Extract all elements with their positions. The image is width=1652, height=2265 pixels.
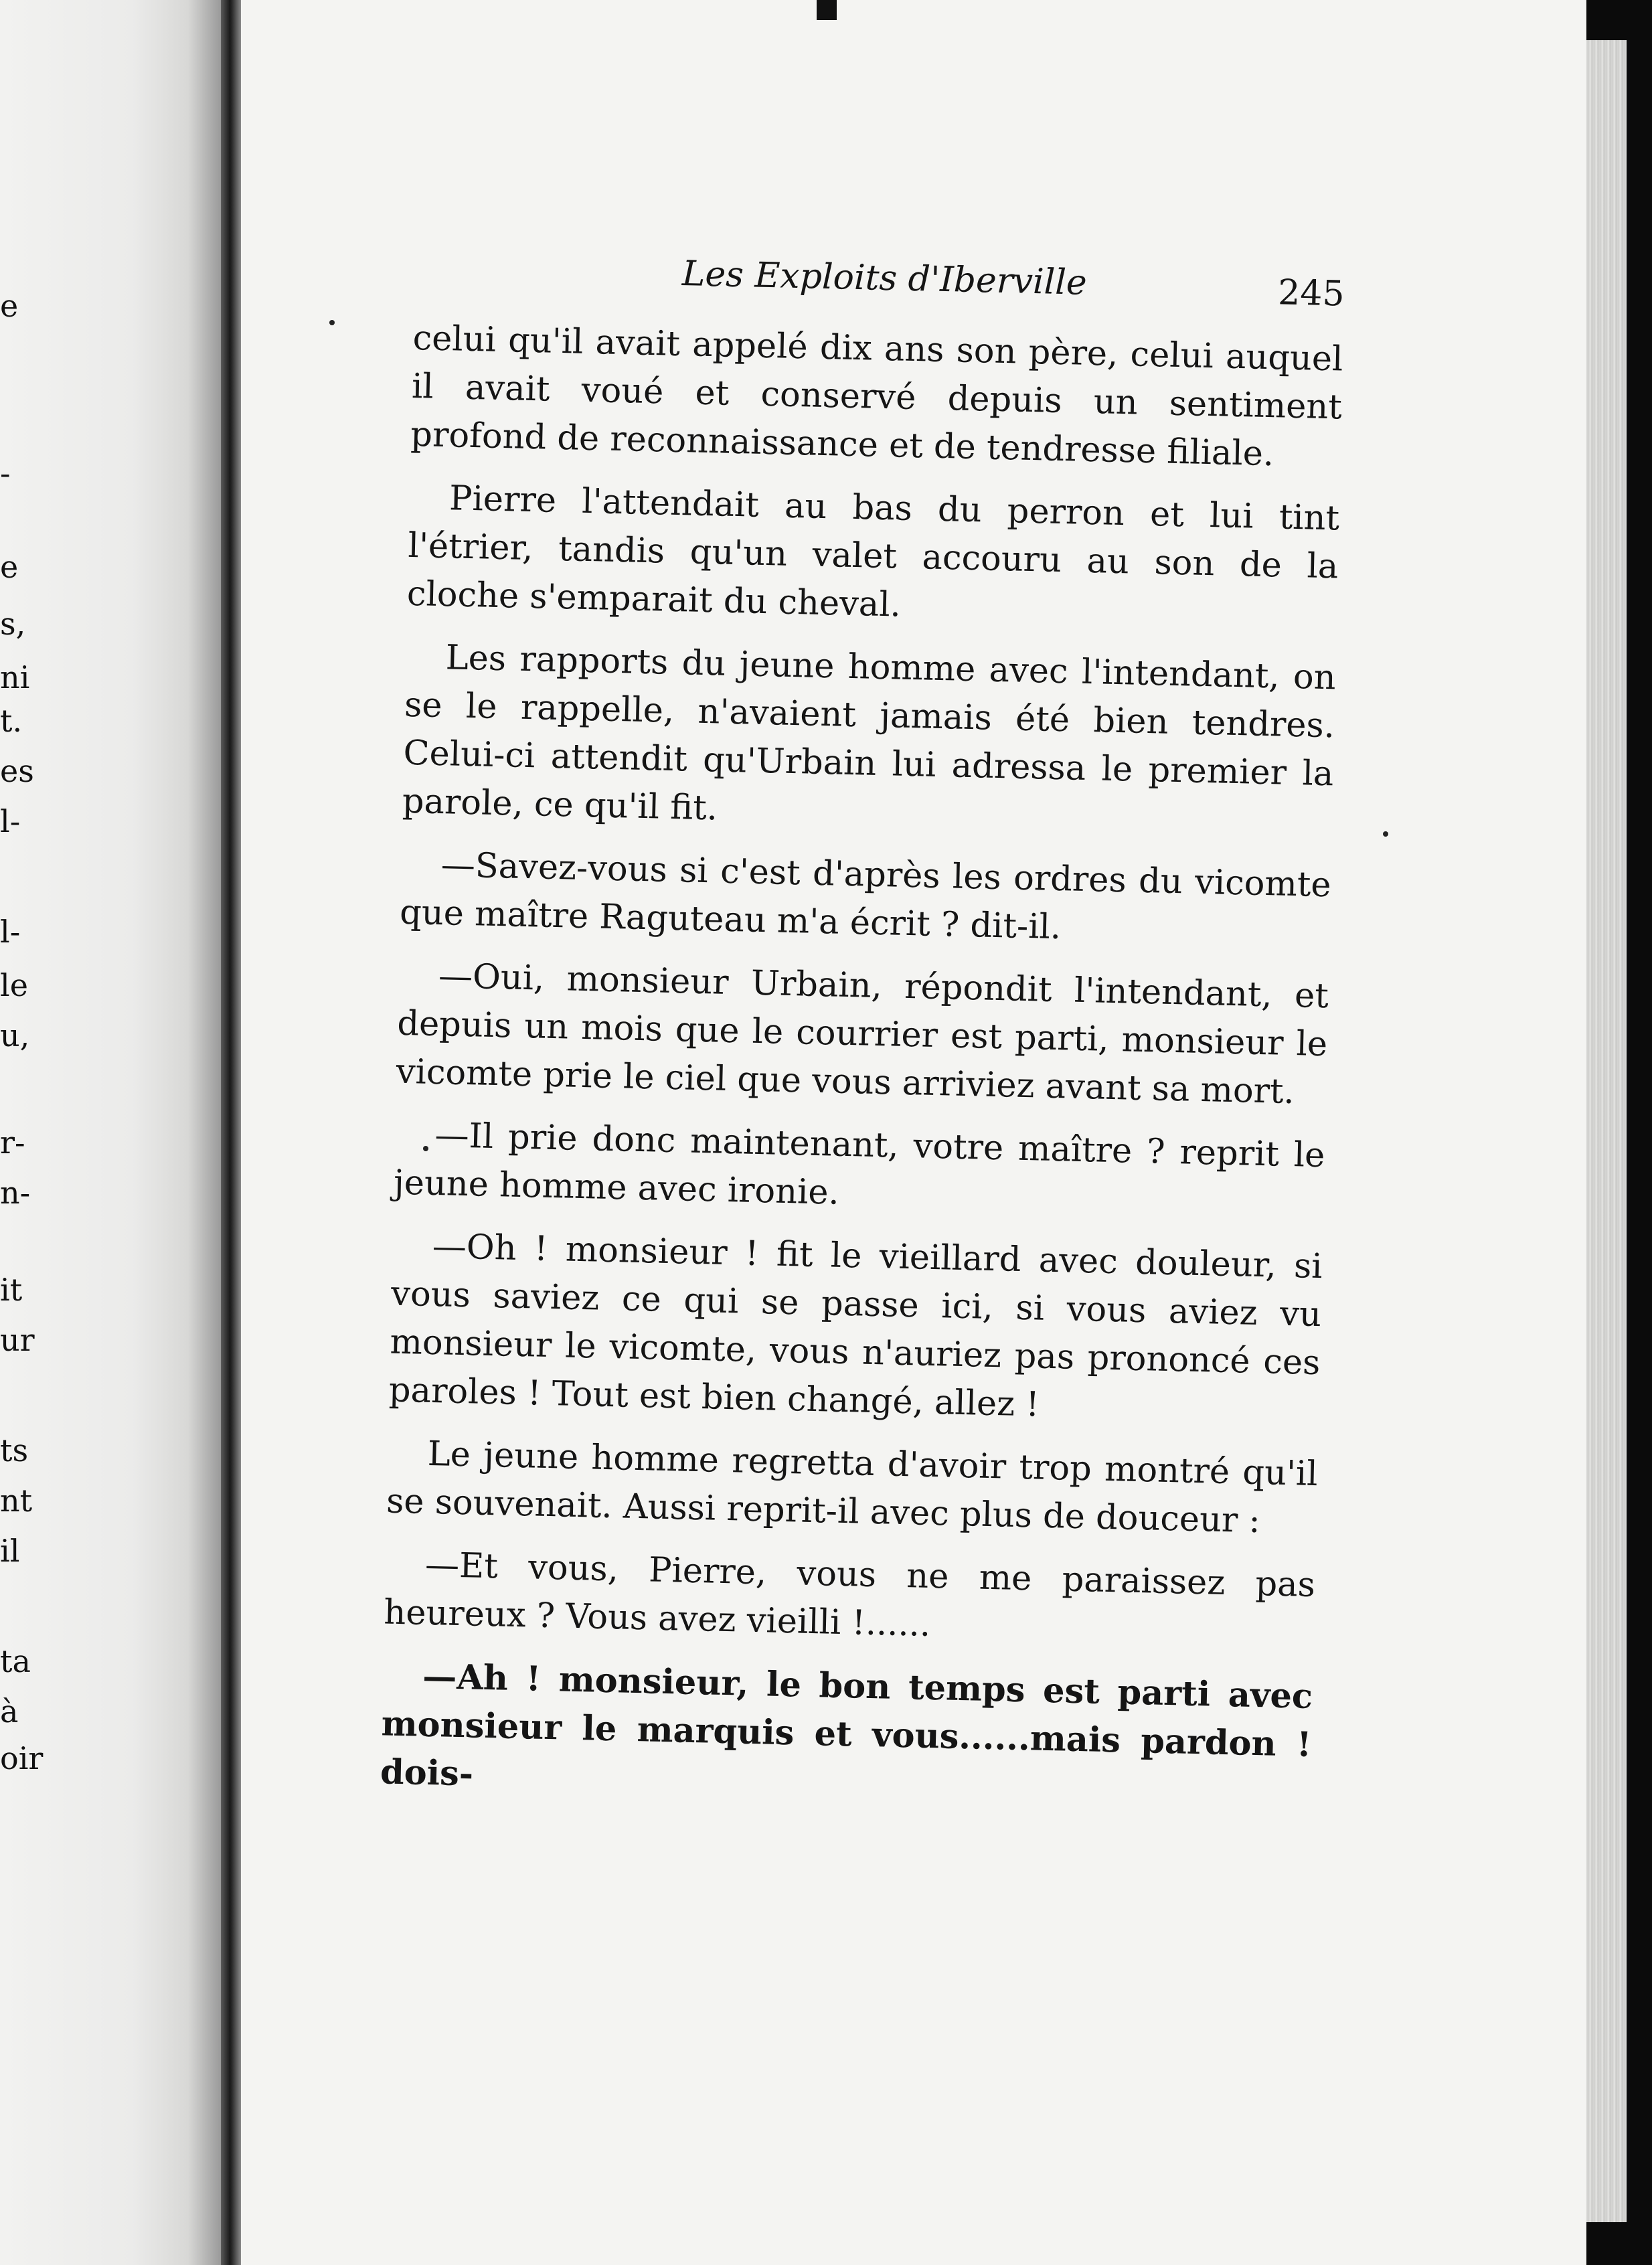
scan-speck: [329, 320, 335, 325]
paragraph: Le jeune homme regretta d'avoir trop montré qu'il se souvenait. Aussi reprit-il avec plus de douceur :: [386, 1434, 1319, 1541]
facing-page-left: [0, 0, 221, 2265]
fragment: nt: [0, 1483, 33, 1519]
page-edge-stack: [1586, 40, 1627, 2222]
dialogue-paragraph: —Oui, monsieur Urbain, répondit l'intendant, et depuis un mois que le courrier est parti, monsieur le vicomte prie le ciel que vous arriviez avant sa mort.: [396, 956, 1329, 1112]
fragment: r-: [0, 1124, 25, 1161]
paragraph: Les rapports du jeune homme avec l'intendant, on se le rappelle, n'avaient jamais été bien tendres. Celui-ci attendit qu'Urbain lui adressa le premier la parole, ce qu'il fit.: [402, 638, 1337, 829]
fragment: ni: [0, 659, 30, 695]
dialogue-paragraph: —Savez-vous si c'est d'après les ordres du vicomte que maître Raguteau m'a écrit ? dit-il.: [399, 845, 1332, 948]
fragment: le: [0, 967, 28, 1003]
scan-corner-mark: [817, 0, 837, 20]
fragment: n-: [0, 1175, 31, 1211]
fragment: l-: [0, 803, 21, 839]
paragraph: celui qu'il avait appelé dix ans son père, celui auquel il avait voué et conservé depuis un sentiment profond de reconnaissance et de tendresse filiale.: [410, 318, 1344, 475]
fragment: s,: [0, 606, 26, 642]
fragment: it: [0, 1272, 23, 1308]
fragment: oir: [0, 1740, 44, 1776]
running-title: Les Exploits d'Iberville: [681, 254, 1088, 303]
dialogue-paragraph: —Et vous, Pierre, vous ne me paraissez pas heureux ? Vous avez vieilli !......: [383, 1545, 1316, 1645]
paragraph: Pierre l'attendait au bas du perron et lui tint l'étrier, tandis qu'un valet accouru au son de la cloche s'emparait du cheval.: [406, 479, 1340, 625]
fragment: ts: [0, 1432, 29, 1469]
fragment: il: [0, 1533, 20, 1569]
fragment: l-: [0, 914, 21, 950]
fragment: es: [0, 753, 34, 789]
fragment: t.: [0, 703, 23, 739]
dialogue-paragraph: —Oh ! monsieur ! fit le vieillard avec douleur, si vous saviez ce qui se passe ici, si vous aviez vu monsieur le vicomte, vous n'auriez pas prononcé ces paroles ! Tout est bien changé, allez !: [388, 1226, 1323, 1425]
page-content: [380, 241, 1345, 1832]
fragment: u,: [0, 1017, 30, 1054]
fragment: e: [0, 549, 19, 585]
book-gutter: [221, 0, 241, 2265]
dialogue-paragraph: —Ah ! monsieur, le bon temps est parti avec monsieur le marquis et vous......mais pardon ! dois-: [380, 1656, 1313, 1794]
page-number: 245: [1277, 272, 1345, 315]
fragment: à: [0, 1693, 19, 1730]
fragment: ta: [0, 1643, 31, 1679]
scan-speck: [1383, 831, 1388, 837]
fragment: -: [0, 455, 11, 491]
fragment: ur: [0, 1322, 35, 1358]
dialogue-paragraph: —Il prie donc maintenant, votre maître ? reprit le jeune homme avec ironie.: [393, 1116, 1326, 1213]
fragment: e: [0, 288, 19, 324]
facing-page-text-fragments: [0, 0, 221, 2265]
